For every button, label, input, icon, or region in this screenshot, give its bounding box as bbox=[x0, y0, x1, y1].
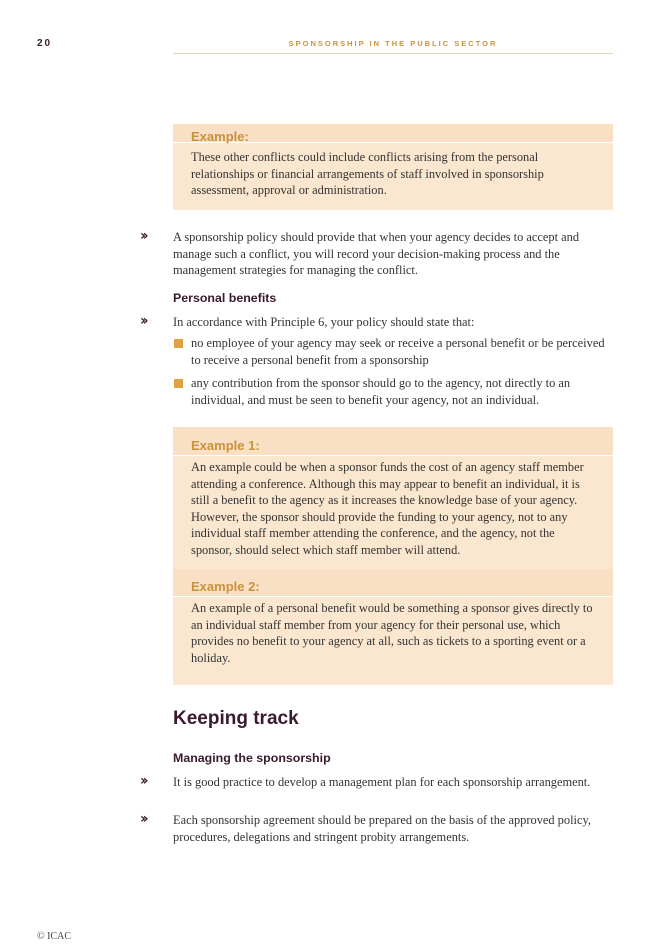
example-1-text: An example could be when a sponsor funds the cost of an agency staff member attending a conference. Although this may appear to benefit an individual, it is still a benefit to the agency as it increases the knowledge base of your agency. However, the sponsor should provide the funding to your agency, not to any individual staff member attending the conference, and the agency, not the sponsor, should select which staff member will attend. bbox=[191, 460, 584, 557]
sponsorship-agreement-paragraph: Each sponsorship agreement should be prepared on the basis of the approved policy, procedures, delegations and stringent probity arrangements. bbox=[173, 813, 591, 844]
example-2-text: An example of a personal benefit would be something a sponsor gives directly to an individual staff member from your agency for their personal use, which provides no benefit to your agency at all, such as tickets to a sporting event or a holiday. bbox=[191, 601, 593, 665]
bullet-item: no employee of your agency may seek or receive a personal benefit or be perceived to receive a personal benefit from a sponsorship bbox=[191, 336, 605, 367]
example-1-title-band bbox=[173, 427, 613, 456]
square-bullet-icon bbox=[174, 379, 183, 388]
header-rule bbox=[173, 53, 613, 54]
double-chevron-right-icon: ›› bbox=[140, 313, 146, 329]
personal-benefits-heading: Personal benefits bbox=[173, 291, 277, 305]
square-bullet-icon bbox=[174, 339, 183, 348]
bullet-item: any contribution from the sponsor should go to the agency, not directly to an individual, and must be seen to benefit your agency, not an individual. bbox=[191, 376, 571, 407]
example-title: Example: bbox=[191, 129, 249, 144]
example-2-title-band bbox=[173, 569, 613, 597]
management-plan-paragraph: It is good practice to develop a management plan for each sponsorship arrangement. bbox=[173, 775, 591, 789]
section-title: Keeping track bbox=[173, 708, 299, 729]
examples-box bbox=[173, 427, 613, 685]
footer-copyright: © ICAC bbox=[37, 931, 71, 942]
example-text: These other conflicts could include conflicts arising from the personal relationships or financial arrangements of staff involved in sponsorship assessment, approval or administration. bbox=[191, 150, 544, 197]
running-header-title: SPONSORSHIP IN THE PUBLIC SECTOR bbox=[288, 39, 498, 48]
double-chevron-right-icon: ›› bbox=[140, 811, 146, 827]
example-2-title: Example 2: bbox=[191, 579, 260, 594]
conflict-paragraph: A sponsorship policy should provide that when your agency decides to accept and manage such a conflict, you will record your decision-making process and the management strategies for managing the conflict. bbox=[173, 230, 580, 277]
double-chevron-right-icon: ›› bbox=[140, 228, 146, 244]
page-number: 20 bbox=[37, 38, 53, 49]
double-chevron-right-icon: ›› bbox=[140, 773, 146, 789]
personal-benefits-intro: In accordance with Principle 6, your policy should state that: bbox=[173, 315, 475, 329]
example-box bbox=[173, 124, 613, 210]
managing-sponsorship-heading: Managing the sponsorship bbox=[173, 751, 331, 765]
example-title-band bbox=[173, 124, 613, 143]
example-1-title: Example 1: bbox=[191, 438, 260, 453]
